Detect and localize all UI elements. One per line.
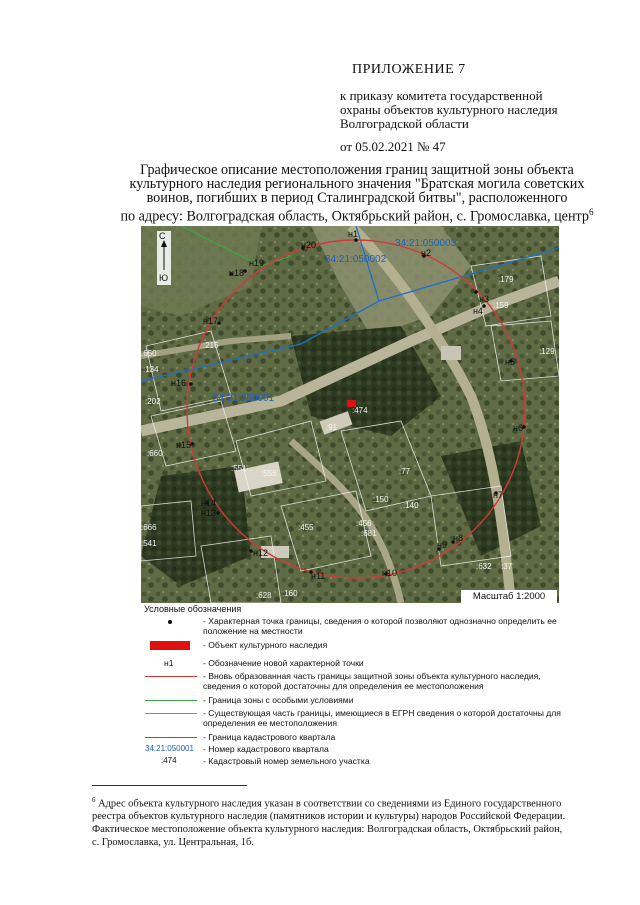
footnote-line: $^6$ Адрес объекта культурного наследия указан в соответствии со сведениями из Единого государственного (92, 796, 562, 810)
gray-line-symbol (145, 708, 197, 720)
boundary-point (474, 290, 478, 294)
parcel-label: :202 (145, 397, 161, 406)
parcel-label: :541 (141, 539, 157, 548)
compass-north: С (159, 231, 166, 241)
point-label: н17 (203, 316, 218, 326)
point-label: н2 (421, 248, 431, 258)
parcel-label: :650 (141, 349, 157, 358)
parcel-label: :134 (143, 365, 159, 374)
legend-text: - Существующая часть границы, имеющиеся в ЕГРН сведения о которой достаточны для определения ее местоположения (203, 708, 561, 728)
document-heading (92, 163, 622, 224)
legend-title: Условные обозначения (144, 604, 242, 614)
appendix-order-reference (340, 89, 612, 131)
heading-address: по адресу: Волгоградская область, Октябрьский район, с. Громославка, центр (120, 208, 590, 225)
footnote-line: с. Громославка, ул. Центральная, 1б. (92, 837, 254, 849)
parcel-label: :666 (141, 523, 157, 532)
point-label: н1 (348, 229, 358, 239)
map-scale: Масштаб 1:2000 (461, 590, 557, 603)
parcel-label: :455 (298, 523, 314, 532)
parcel-number-symbol: :474 (161, 756, 177, 765)
appendix-title: ПРИЛОЖЕНИЕ 7 (352, 62, 466, 77)
heading-line: воинов, погибших в период Сталинградской битвы", расположенного (146, 190, 568, 206)
heading-line: культурного наследия регионального значения "Братская могила советских (129, 176, 585, 192)
legend-text: - Объект культурного наследия (203, 640, 328, 650)
legend-text: - Граница кадастрового квартала (203, 732, 336, 742)
order-date: от 05.02.2021 № 47 (340, 139, 446, 154)
point-label: н8 (453, 533, 463, 543)
object-symbol (145, 640, 197, 652)
footnote-mark: 6 (589, 207, 594, 217)
point-label: н14 (201, 498, 216, 508)
point-label: н7 (493, 490, 503, 500)
parcel-label: :159 (493, 301, 509, 310)
parcel-label: :37 (501, 562, 513, 571)
parcel-label: :91 (326, 423, 338, 432)
parcel-label: :681 (361, 529, 377, 538)
parcel-label: :150 (373, 495, 389, 504)
parcel-label: :140 (403, 501, 419, 510)
boundary-point (216, 511, 220, 515)
legend-text: - Характерная точка границы, сведения о которой позволяют однозначно определить ее положение на местности (203, 616, 557, 636)
order-line: охраны объектов культурного наследия (340, 102, 558, 117)
legend-text: - Номер кадастрового квартала (203, 744, 329, 754)
parcel-label: :129 (539, 347, 555, 356)
heading-line: Графическое описание местоположения границ защитной зоны объекта (140, 162, 574, 178)
parcel-label: :474 (352, 406, 368, 415)
parcel-label: :660 (147, 449, 163, 458)
point-label: н9 (437, 540, 447, 550)
legend-text: - Обозначение новой характерной точки (203, 658, 364, 668)
parcel-label: :77 (399, 467, 411, 476)
point-label: н15 (176, 440, 191, 450)
point-symbol (145, 616, 197, 628)
order-line: Волгоградской области (340, 116, 469, 131)
parcel-label: :551 (231, 464, 247, 473)
red-line-symbol (145, 671, 197, 683)
parcel-label: :556 (261, 469, 277, 478)
heading-line (92, 205, 622, 224)
point-label: н11 (311, 571, 326, 581)
footnote-line: реестра объектов культурного наследия (памятников истории и культуры) народов Российской Федерации. (92, 811, 566, 823)
point-label: н6 (513, 423, 523, 433)
blue-line-symbol (145, 732, 197, 744)
point-label: н10 (382, 568, 397, 578)
quarter-label: 34:21:050002 (325, 254, 387, 265)
point-label: н13 (201, 508, 216, 518)
point-label: н19 (249, 258, 264, 268)
parcel-label: :628 (256, 591, 272, 600)
parcel-label: :215 (203, 341, 219, 350)
parcel-label: :632 (476, 562, 492, 571)
parcel-label: :456 (356, 519, 372, 528)
satellite-map (141, 226, 559, 603)
point-label: н16 (171, 378, 186, 388)
quarter-label: 34:21:050001 (213, 393, 275, 404)
footnote (92, 794, 614, 849)
footnote-divider (92, 785, 247, 786)
legend-text: - Граница зоны с особыми условиями (203, 695, 354, 705)
point-label: н20 (301, 240, 316, 250)
compass (157, 231, 171, 285)
new-point-symbol: н1 (164, 658, 174, 668)
quarter-number-symbol: 34:21:050001 (145, 744, 194, 753)
green-line-symbol (145, 695, 197, 707)
point-label: н4 (473, 306, 483, 316)
legend-text: - Кадастровый номер земельного участка (203, 756, 370, 766)
boundary-point (189, 382, 193, 386)
point-label: н3 (479, 294, 489, 304)
point-label: н12 (253, 548, 268, 558)
point-label: н18 (229, 268, 244, 278)
footnote-line: Фактическое местоположение объекта культурного наследия: Волгоградская область, Октябрьский район, (92, 824, 563, 836)
building (441, 346, 461, 360)
footnote-number: 6 (92, 796, 96, 804)
compass-south: Ю (159, 273, 169, 283)
parcel-label: :160 (282, 589, 298, 598)
order-line: к приказу комитета государственной (340, 88, 543, 103)
parcel-label: :179 (498, 275, 514, 284)
quarter-label: 34:21:050003 (395, 238, 457, 249)
legend-text: - Вновь образованная часть границы защитной зоны объекта культурного наследия, сведения о которой достаточны для определения ее местоположения (203, 671, 541, 691)
point-label: н5 (505, 357, 515, 367)
